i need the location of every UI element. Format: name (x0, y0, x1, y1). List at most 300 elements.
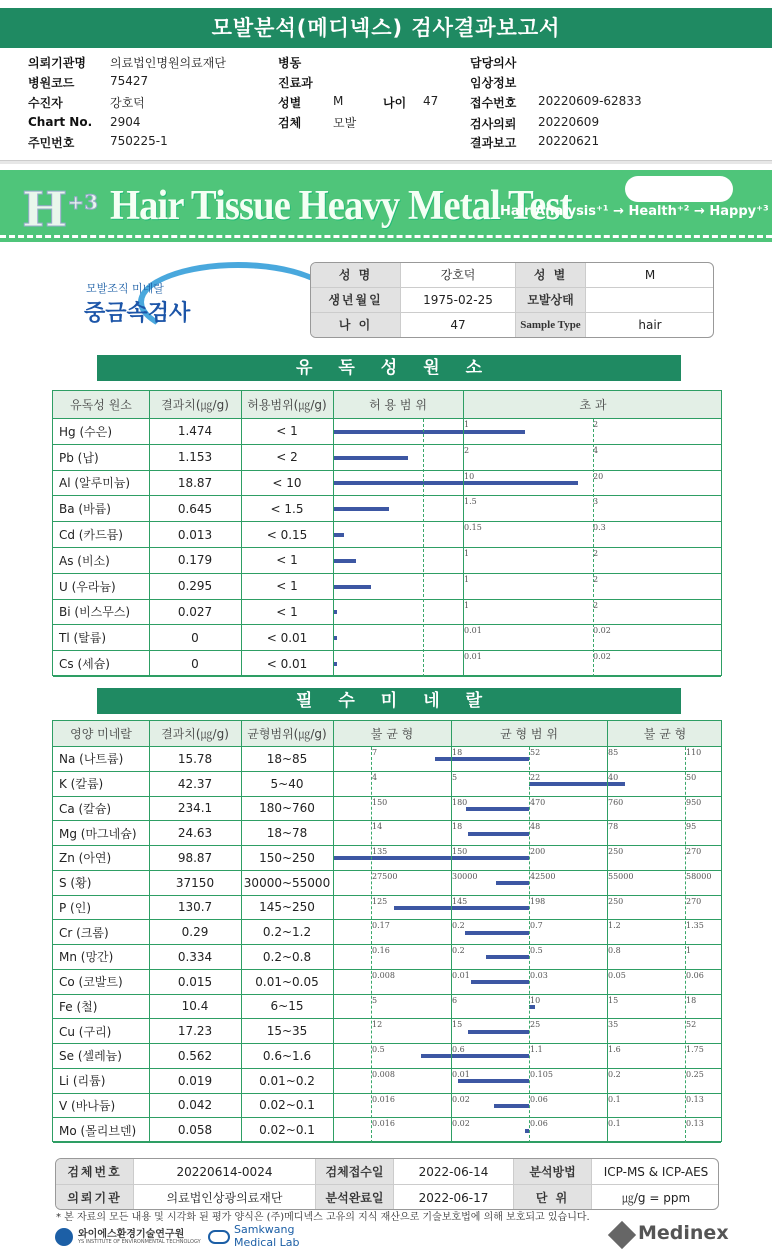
mineral-level-bar (486, 955, 529, 959)
logo-small-text: 모발조직 미네랄 (86, 282, 164, 295)
element-name: Al (알루미늄) (59, 476, 131, 491)
info-value: 20220621 (538, 134, 600, 148)
toxic-row (53, 496, 721, 522)
tick-label: 760 (608, 797, 624, 807)
tick-label: 110 (686, 748, 702, 757)
toxic-row (53, 522, 721, 548)
tick-label: 0.06 (530, 1119, 548, 1129)
element-name: U (우라늄) (59, 579, 116, 594)
element-name: Ca (칼슘) (59, 801, 112, 816)
mineral-row (53, 896, 721, 921)
mineral-level-bar (458, 1079, 529, 1083)
result-value: 0.019 (177, 1073, 213, 1088)
mineral-row (53, 1044, 721, 1069)
result-value: 42.37 (177, 776, 213, 791)
tick-label-2: 2 (593, 574, 599, 584)
banner-dash (0, 235, 772, 238)
result-value: 0.015 (177, 974, 213, 989)
tick-label-1: 2 (464, 445, 470, 455)
result-value: 37150 (175, 875, 215, 890)
toxic-row (53, 471, 721, 497)
info-value: M (333, 94, 344, 108)
element-name: Cr (크롬) (59, 925, 109, 940)
element-name: Li (리튬) (59, 1074, 106, 1089)
tick-label: 7 (372, 748, 378, 757)
info-label: 나이 (383, 96, 407, 110)
value-sample-type: hair (586, 313, 714, 338)
balance-range: 0.01~0.2 (259, 1073, 315, 1088)
mineral-row (53, 970, 721, 995)
result-value: 0 (191, 630, 199, 645)
result-value: 24.63 (177, 826, 213, 841)
info-label: 임상정보 (470, 76, 517, 90)
tick-label: 48 (530, 822, 541, 832)
mineral-row (53, 920, 721, 945)
tick-label: 0.01 (452, 970, 470, 980)
tick-label: 18 (452, 822, 463, 832)
element-name: Ba (바륨) (59, 502, 111, 517)
allowed-range: < 1 (276, 579, 298, 594)
tick-label: 135 (372, 847, 388, 856)
tick-label: 78 (608, 822, 619, 832)
label-completed: 분석완료일 (316, 1185, 394, 1210)
mineral-level-bar (435, 757, 529, 761)
tick-label: 150 (372, 797, 388, 807)
info-value: 47 (423, 94, 439, 108)
info-label: 병원코드 (28, 76, 75, 90)
tick-label: 42500 (530, 871, 556, 881)
column-divider (149, 721, 150, 1141)
samkwang-sub: Medical Lab (234, 1236, 300, 1249)
samkwang-name: Samkwang (234, 1223, 295, 1236)
tick-label: 15 (608, 995, 619, 1005)
element-name: Mo (몰리브덴) (59, 1123, 137, 1138)
element-name: V (바나듐) (59, 1098, 116, 1113)
tick-label: 15 (452, 1020, 463, 1030)
tick-label: 125 (372, 896, 388, 906)
value-unit: ㎍/g = ppm (621, 1191, 691, 1205)
mineral-row (53, 1118, 721, 1143)
tick-label-2: 2 (593, 420, 599, 429)
report-title: 모발분석(메디넥스) 검사결과보고서 (0, 8, 772, 48)
heavy-metal-logo (80, 262, 270, 332)
element-name: Cd (카드뮴) (59, 528, 123, 543)
tick-label: 0.1 (608, 1119, 621, 1129)
mineral-row (53, 772, 721, 797)
element-name: As (비소) (59, 553, 110, 568)
tick-label: 0.1 (608, 1094, 621, 1104)
banner-subtitle: Hair Analysis⁺¹ → Health⁺² → Happy⁺³ (500, 204, 769, 219)
info-label: 병동 (278, 56, 302, 70)
info-label: 주민번호 (28, 136, 75, 150)
element-name: Mg (마그네슘) (59, 826, 137, 841)
toxic-row (53, 651, 721, 677)
toxic-level-bar (333, 559, 356, 563)
samkwang-logo-icon (208, 1230, 230, 1244)
tick-label: 0.5 (530, 946, 543, 955)
tick-label: 0.6 (452, 1045, 465, 1054)
tick-label: 1.1 (530, 1045, 543, 1054)
balance-range: 0.6~1.6 (262, 1048, 312, 1063)
balance-range: 18~85 (266, 751, 308, 766)
toxic-header-cell: 초 과 (579, 398, 607, 412)
balance-range: 150~250 (259, 850, 315, 865)
balance-range: 18~78 (266, 826, 308, 841)
element-name: K (칼륨) (59, 777, 104, 792)
allowed-range: < 1 (276, 604, 298, 619)
tick-label: 1 (686, 946, 692, 955)
patient-table (310, 262, 714, 338)
logo-big-text: 중금속검사 (84, 301, 191, 326)
tick-label-2: 3 (593, 497, 599, 507)
info-value: 의료법인명원의료재단 (110, 56, 226, 70)
label-sex: 성 별 (516, 263, 586, 288)
mineral-level-bar (333, 856, 529, 860)
info-value: 750225-1 (110, 134, 168, 148)
result-value: 0.058 (177, 1123, 213, 1138)
result-value: 1.474 (177, 424, 213, 439)
result-value: 130.7 (177, 900, 213, 915)
tick-label: 150 (452, 847, 468, 856)
h3-logo: $H^{+3}$ (22, 182, 99, 238)
allowed-range: < 0.15 (266, 527, 308, 542)
tick-label: 0.2 (452, 946, 465, 955)
mineral-header-cell: 영양 미네랄 (70, 727, 132, 741)
info-value: 20220609-62833 (538, 94, 642, 108)
toxic-level-bar (333, 456, 408, 460)
element-name: Co (코발트) (59, 975, 123, 990)
value-received: 2022-06-14 (394, 1159, 514, 1185)
banner-title: Hair Tissue Heavy Metal Test (110, 183, 572, 229)
tick-label: 198 (530, 896, 546, 906)
mineral-row (53, 871, 721, 896)
tick-label-1: 1 (464, 574, 470, 584)
tick-label: 6 (452, 995, 458, 1005)
toxic-level-bar (333, 585, 371, 589)
value-birth: 1975-02-25 (401, 288, 516, 313)
tick-label-2: 2 (593, 549, 599, 558)
element-name: Cs (세슘) (59, 657, 110, 672)
result-value: 0.562 (177, 1048, 213, 1063)
mineral-header-cell: 불 균 형 (370, 727, 414, 741)
label-unit: 단 위 (514, 1185, 592, 1210)
mineral-level-bar (465, 931, 529, 935)
mineral-header-cell: 결과치(㎍/g) (161, 727, 229, 741)
value-hair-state (586, 288, 714, 313)
info-value: 모발 (333, 116, 357, 130)
ys-logo-icon (55, 1228, 73, 1246)
medinex-name: Medinex (638, 1222, 729, 1244)
result-value: 17.23 (177, 1024, 213, 1039)
tick-label-2: 0.02 (593, 652, 611, 662)
toxic-header-row (53, 391, 721, 419)
mineral-header-cell: 균형범위(㎍/g) (247, 727, 327, 741)
toxic-header-cell: 허용범위(㎍/g) (247, 398, 327, 412)
tick-label: 0.8 (608, 946, 621, 955)
label-requester: 의뢰기관 (56, 1185, 134, 1210)
balance-range: 15~35 (266, 1024, 308, 1039)
ys-institute-name: 와이에스환경기술연구원 (78, 1229, 185, 1240)
toxic-header-cell: 유독성 원소 (70, 398, 132, 412)
label-hair-state: 모발상태 (516, 288, 586, 313)
value-name: 강호덕 (401, 263, 516, 288)
tick-label-1: 0.01 (464, 652, 482, 662)
mineral-row (53, 821, 721, 846)
tick-label-1: 1 (464, 420, 470, 429)
tick-label-2: 0.02 (593, 626, 611, 636)
mineral-row (53, 797, 721, 822)
column-divider (149, 391, 150, 675)
element-name: S (황) (59, 876, 92, 891)
divider (0, 160, 772, 164)
result-value: 0.027 (177, 604, 213, 619)
element-name: P (인) (59, 900, 92, 915)
tick-label: 0.05 (608, 970, 626, 980)
tick-label: 10 (530, 995, 541, 1005)
label-method: 분석방법 (514, 1159, 592, 1185)
result-value: 98.87 (177, 850, 213, 865)
tick-label: 0.2 (608, 1069, 621, 1079)
toxic-level-bar (333, 481, 578, 485)
balance-range: 0.02~0.1 (259, 1098, 315, 1113)
value-sex: M (586, 263, 714, 288)
dashed-guide (529, 747, 530, 1143)
tick-label: 180 (452, 797, 468, 807)
tick-label: 0.7 (530, 921, 543, 931)
tick-label: 50 (686, 772, 697, 782)
element-name: Se (셀레늄) (59, 1049, 122, 1064)
tick-label: 0.016 (372, 1094, 395, 1104)
info-value: 75427 (110, 74, 149, 88)
mineral-row (53, 1019, 721, 1044)
tick-label: 5 (452, 772, 458, 782)
info-label: 접수번호 (470, 96, 517, 110)
mineral-table (52, 720, 722, 1142)
balance-range: 0.01~0.05 (255, 974, 319, 989)
toxic-header-cell: 결과치(㎍/g) (161, 398, 229, 412)
tick-label: 0.25 (686, 1069, 704, 1079)
element-name: Zn (아연) (59, 851, 112, 866)
info-value: 2904 (110, 115, 141, 129)
mineral-row (53, 846, 721, 871)
tick-label-1: 1.5 (464, 497, 477, 507)
mineral-header-row (53, 721, 721, 747)
balance-range: 6~15 (270, 999, 304, 1014)
element-name: Na (나트륨) (59, 752, 124, 767)
tick-label: 0.02 (452, 1094, 470, 1104)
column-divider (463, 391, 464, 675)
result-value: 15.78 (177, 751, 213, 766)
mineral-level-bar (494, 1104, 529, 1108)
tick-label: 0.06 (530, 1094, 548, 1104)
tick-label: 1.2 (608, 921, 621, 931)
result-value: 0.179 (177, 553, 213, 568)
column-divider (607, 721, 608, 1141)
info-label: 담당의사 (470, 56, 517, 70)
tick-label: 0.13 (686, 1119, 704, 1129)
request-info (28, 54, 748, 154)
allowed-range: < 1 (276, 553, 298, 568)
tick-label: 0.02 (452, 1119, 470, 1129)
tick-label: 0.13 (686, 1094, 704, 1104)
value-age: 47 (401, 313, 516, 338)
mineral-level-bar (496, 881, 529, 885)
allowed-range: < 0.01 (266, 656, 308, 671)
label-sample-type: Sample Type (516, 313, 586, 338)
allowed-range: < 2 (276, 450, 298, 465)
tick-label: 0.016 (372, 1119, 395, 1129)
allowed-range: < 0.01 (266, 630, 308, 645)
value-specimen-no: 20220614-0024 (134, 1159, 316, 1185)
info-label: 검체 (278, 116, 302, 130)
dashed-guide (593, 419, 594, 677)
tick-label: 0.16 (372, 946, 390, 955)
balance-range: 180~760 (259, 801, 315, 816)
balance-range: 0.2~1.2 (262, 925, 312, 940)
tick-label-1: 0.01 (464, 626, 482, 636)
test-banner (0, 170, 772, 242)
toxic-header-cell: 허 용 범 위 (369, 398, 427, 412)
ys-institute-sub: YS INSTITUTE OF ENVIRONMENTAL TECHNOLOGY (78, 1239, 201, 1245)
column-divider (451, 721, 452, 1141)
mineral-level-bar (421, 1054, 529, 1058)
column-divider (241, 721, 242, 1141)
tick-label: 270 (686, 847, 702, 856)
toxic-row (53, 625, 721, 651)
mineral-level-bar (466, 807, 529, 811)
tick-label: 27500 (372, 871, 398, 881)
tick-label-2: 20 (593, 471, 604, 481)
tick-label: 95 (686, 822, 697, 832)
info-label: 검사의뢰 (470, 117, 517, 131)
info-label: 진료과 (278, 76, 313, 90)
mineral-row (53, 1069, 721, 1094)
tick-label: 250 (608, 896, 624, 906)
label-age: 나 이 (311, 313, 401, 338)
toxic-row (53, 548, 721, 574)
toxic-level-bar (333, 507, 389, 511)
tick-label: 58000 (686, 871, 712, 881)
tick-label: 250 (608, 847, 624, 856)
element-name: Fe (철) (59, 999, 98, 1014)
tick-label: 0.105 (530, 1069, 553, 1079)
mineral-level-bar (529, 782, 625, 786)
tick-label-1: 1 (464, 600, 470, 610)
tick-label-1: 0.15 (464, 523, 482, 533)
result-value: 10.4 (181, 999, 209, 1014)
dashed-guide (685, 747, 686, 1143)
tick-label-2: 2 (593, 600, 599, 610)
tick-label: 22 (530, 772, 541, 782)
value-completed: 2022-06-17 (394, 1185, 514, 1210)
toxic-row (53, 445, 721, 471)
tick-label-1: 10 (464, 471, 475, 481)
tick-label: 18 (686, 995, 697, 1005)
info-value: 강호덕 (110, 96, 145, 110)
value-method: ICP-MS & ICP-AES (592, 1159, 719, 1185)
tick-label: 25 (530, 1020, 541, 1030)
element-name: Cu (구리) (59, 1024, 112, 1039)
mineral-row (53, 1094, 721, 1119)
tick-label: 1.6 (608, 1045, 621, 1054)
tick-label: 12 (372, 1020, 383, 1030)
tick-label: 0.03 (530, 970, 548, 980)
mineral-header-cell: 균 형 범 위 (500, 727, 558, 741)
element-name: Bi (비스무스) (59, 605, 131, 620)
column-divider (333, 391, 334, 675)
label-received: 검체접수일 (316, 1159, 394, 1185)
mineral-level-bar (468, 1030, 529, 1034)
element-name: Hg (수은) (59, 424, 113, 439)
balance-range: 0.02~0.1 (259, 1123, 315, 1138)
tick-label-2: 0.3 (593, 523, 606, 533)
mineral-level-bar (394, 906, 529, 910)
tick-label: 0.2 (452, 921, 465, 931)
value-requester: 의료법인상광의료재단 (134, 1185, 316, 1210)
result-value: 0.645 (177, 501, 213, 516)
toxic-row (53, 574, 721, 600)
tick-label: 0.06 (686, 970, 704, 980)
allowed-range: < 1 (276, 424, 298, 439)
tick-label: 35 (608, 1020, 619, 1030)
tick-label: 85 (608, 748, 619, 757)
result-value: 0 (191, 656, 199, 671)
toxic-row (53, 600, 721, 626)
info-label: 수진자 (28, 96, 63, 110)
tick-label: 52 (686, 1020, 697, 1030)
tick-label: 18 (452, 748, 463, 757)
tick-label: 14 (372, 822, 383, 832)
tick-label: 1.75 (686, 1045, 704, 1054)
result-value: 0.295 (177, 579, 213, 594)
tick-label: 1.35 (686, 921, 704, 931)
medinex-logo-icon (608, 1221, 636, 1249)
result-value: 1.153 (177, 450, 213, 465)
result-value: 18.87 (177, 475, 213, 490)
footer-logos (0, 1222, 772, 1258)
toxic-section-title: 유독성원소 (97, 355, 681, 381)
tick-label: 52 (530, 748, 541, 757)
toxic-row (53, 419, 721, 445)
info-label: 의뢰기관명 (28, 56, 86, 70)
tick-label: 0.17 (372, 921, 390, 931)
allowed-range: < 10 (272, 475, 302, 490)
result-value: 234.1 (177, 801, 213, 816)
banner-pill (625, 176, 733, 202)
label-name: 성 명 (311, 263, 401, 288)
mineral-level-bar (471, 980, 530, 984)
toxic-table (52, 390, 722, 676)
info-label: 성별 (278, 96, 302, 110)
toxic-level-bar (333, 533, 344, 537)
dashed-guide (423, 419, 424, 677)
tick-label: 950 (686, 797, 702, 807)
column-divider (333, 721, 334, 1141)
tick-label: 0.5 (372, 1045, 385, 1054)
balance-range: 5~40 (270, 776, 304, 791)
mineral-header-cell: 불 균 형 (643, 727, 687, 741)
tick-label: 55000 (608, 871, 634, 881)
element-name: Pb (납) (59, 450, 99, 465)
result-value: 0.29 (181, 925, 209, 940)
tick-label: 0.008 (372, 1069, 395, 1079)
mineral-row (53, 747, 721, 772)
column-divider (241, 391, 242, 675)
mineral-row (53, 995, 721, 1020)
element-name: Tl (탈륨) (59, 631, 107, 646)
info-label: Chart No. (28, 115, 93, 129)
tick-label: 0.01 (452, 1069, 470, 1079)
